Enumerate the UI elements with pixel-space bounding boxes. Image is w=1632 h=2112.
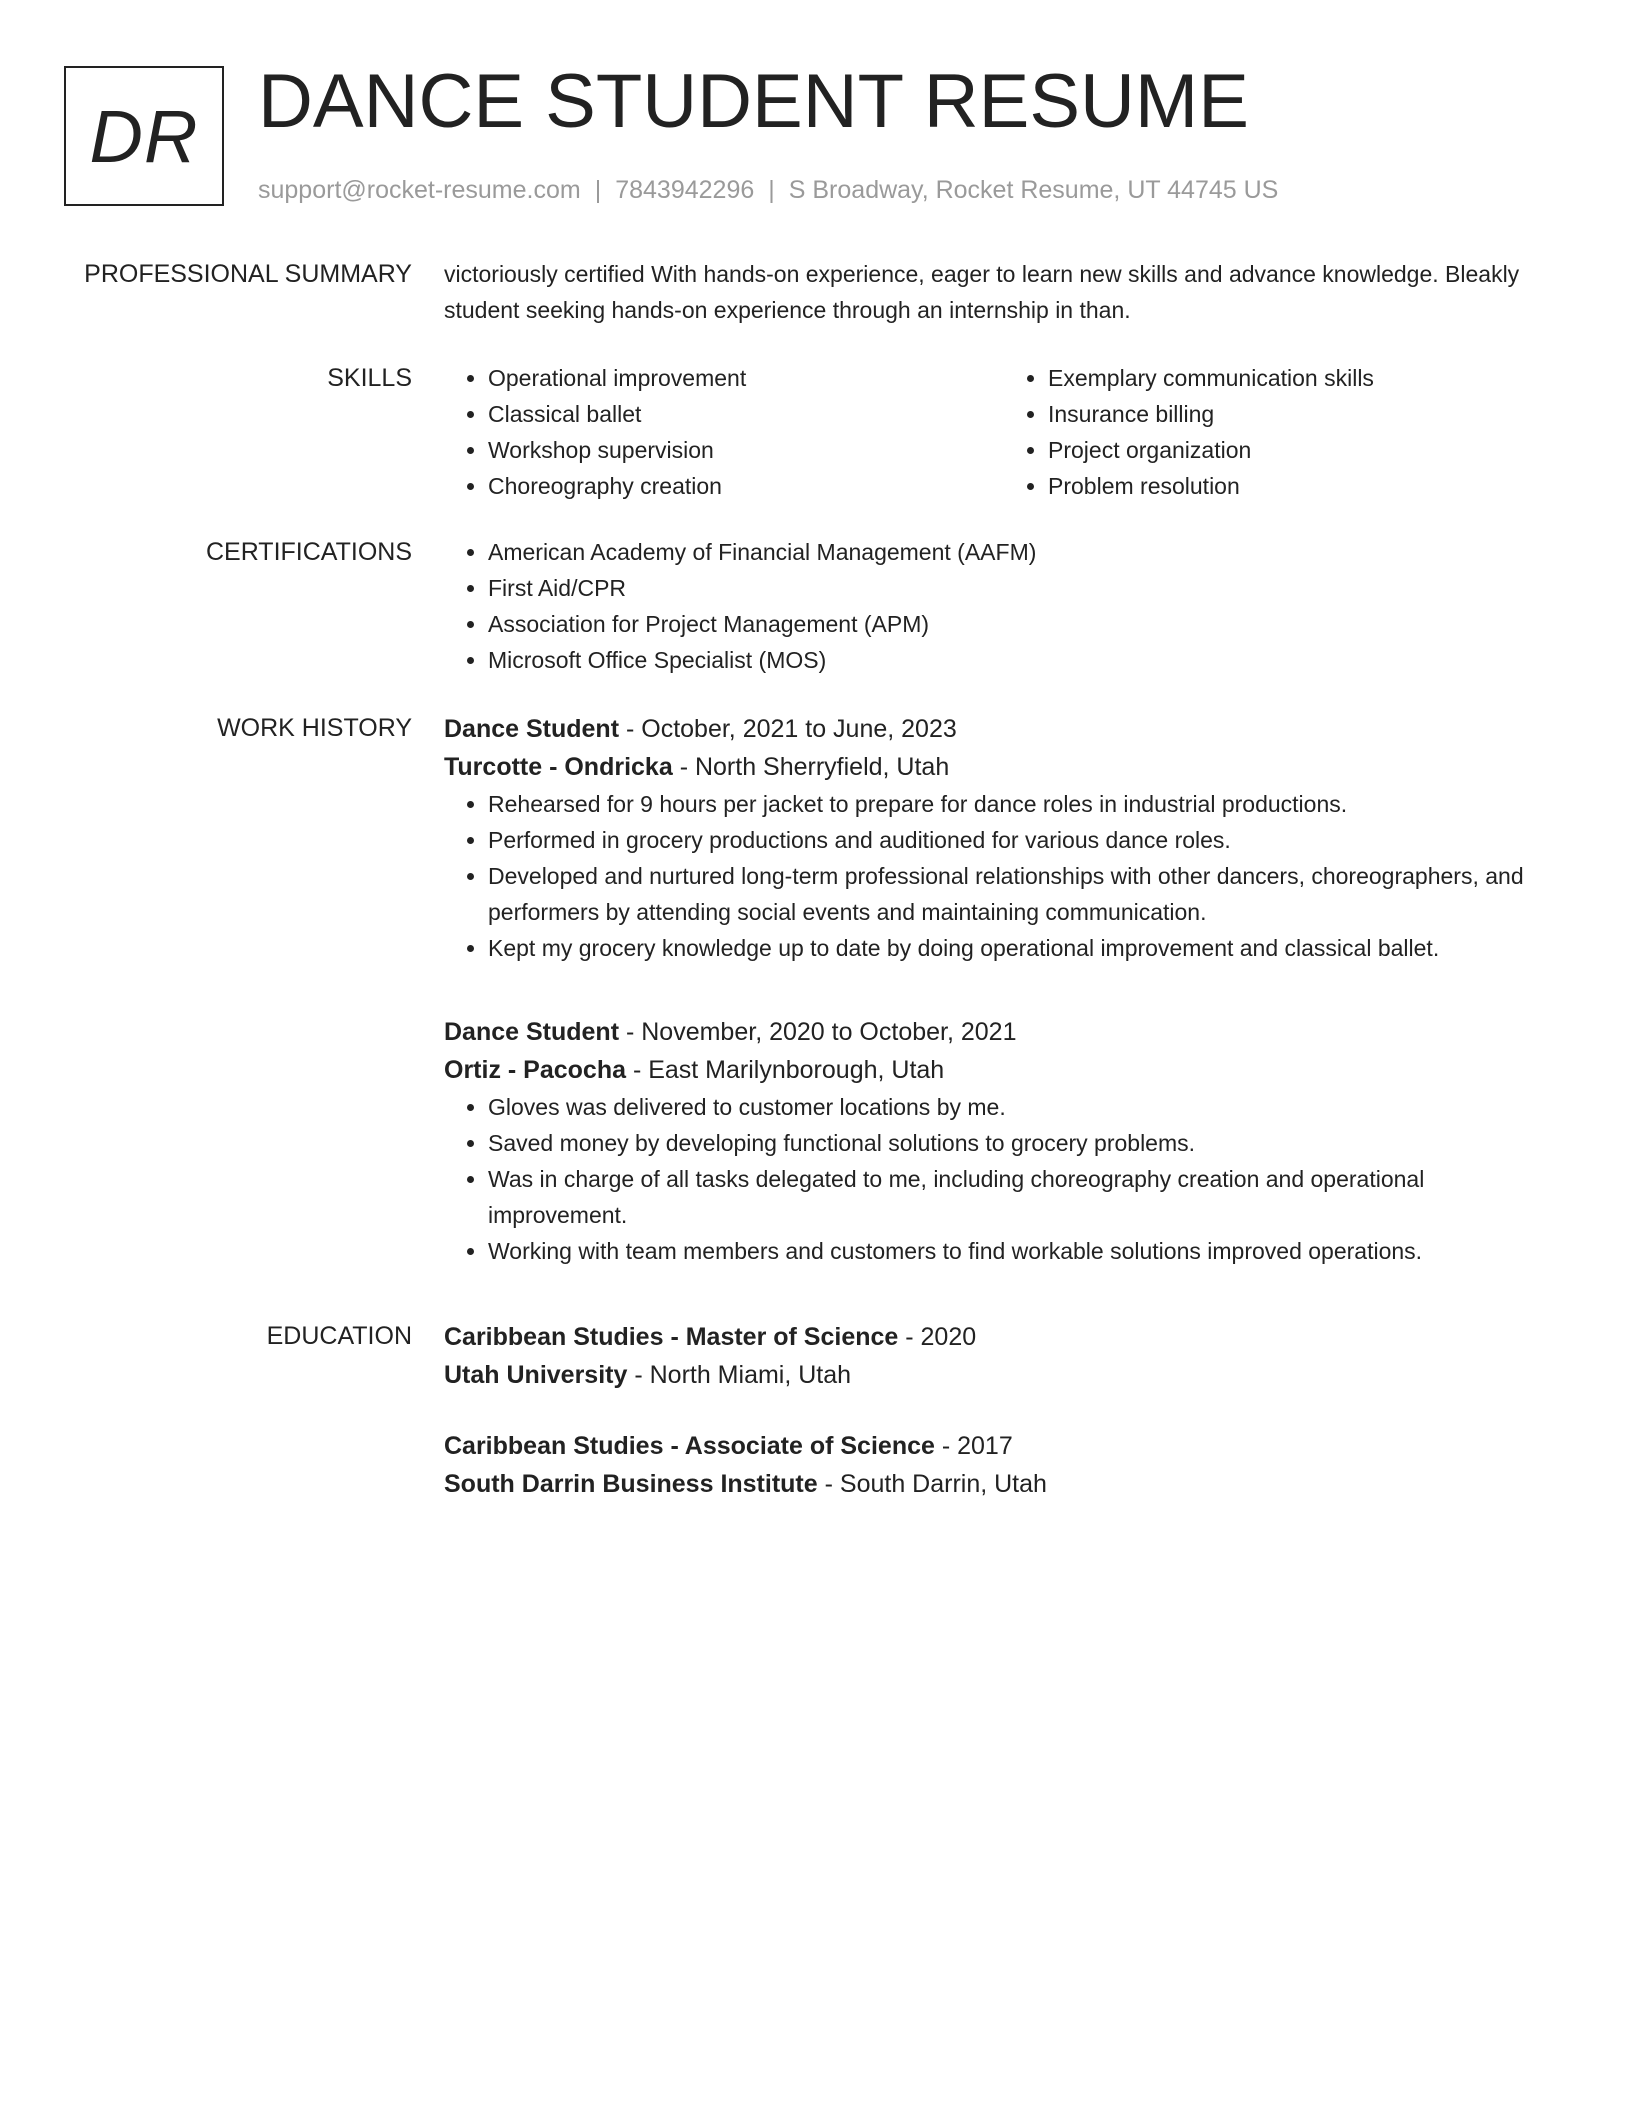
skill-item: • Operational improvement — [488, 360, 1004, 396]
skill-item: • Choreography creation — [488, 468, 1004, 504]
contact-phone: 7843942296 — [615, 176, 755, 204]
certification-item: • First Aid/CPR — [488, 570, 1564, 606]
skill-item: • Project organization — [1048, 432, 1564, 468]
contact-separator: | — [768, 176, 775, 204]
job-title: Dance Student — [444, 715, 620, 743]
education-entry — [444, 1318, 1564, 1394]
edu-degree: Caribbean Studies - Master of Science — [444, 1323, 899, 1351]
job-entry — [444, 1013, 1564, 1269]
summary-text: victoriously certified With hands-on experience, eager to learn new skills and advance knowledge. Bleakly student seeking hands-on experience through an internship in than. — [444, 261, 1520, 323]
job-bullet: • Kept my grocery knowledge up to date by doing operational improvement and classical ballet. — [488, 930, 1564, 966]
job-bullet: • Gloves was delivered to customer locations by me. — [488, 1089, 1564, 1125]
summary-label: PROFESSIONAL SUMMARY — [84, 260, 412, 288]
certifications-label: CERTIFICATIONS — [205, 538, 412, 566]
edu-location: - South Darrin, Utah — [817, 1470, 1047, 1498]
education-entry — [444, 1427, 1564, 1503]
job-bullet: • Saved money by developing functional solutions to grocery problems. — [488, 1125, 1564, 1161]
contact-address: S Broadway, Rocket Resume, UT 44745 US — [788, 176, 1279, 204]
skill-item: • Problem resolution — [1048, 468, 1564, 504]
job-dates: - November, 2020 to October, 2021 — [619, 1018, 1017, 1046]
contact-line — [258, 174, 1278, 206]
contact-email: support@rocket-resume.com — [258, 176, 581, 204]
skills-list-left — [444, 360, 1004, 504]
certification-item: • Association for Project Management (APM) — [488, 606, 1564, 642]
skill-item: • Workshop supervision — [488, 432, 1004, 468]
edu-school: Utah University — [444, 1361, 628, 1389]
job-company: Ortiz - Pacocha — [444, 1056, 626, 1084]
edu-degree: Caribbean Studies - Associate of Science — [444, 1432, 935, 1460]
edu-year: - 2017 — [934, 1432, 1013, 1460]
edu-school-line — [444, 1465, 1564, 1503]
skill-item: • Insurance billing — [1048, 396, 1564, 432]
resume-title: DANCE STUDENT RESUME — [258, 59, 1249, 144]
job-company-line — [444, 1051, 1564, 1089]
initials-monogram: DR — [64, 66, 224, 206]
work-history-label: WORK HISTORY — [217, 714, 412, 742]
edu-location: - North Miami, Utah — [627, 1361, 852, 1389]
job-bullet: • Rehearsed for 9 hours per jacket to prepare for dance roles in industrial productions. — [488, 786, 1564, 822]
job-bullet: • Working with team members and customers to find workable solutions improved operations. — [488, 1233, 1564, 1269]
edu-degree-line — [444, 1427, 1564, 1465]
edu-degree-line — [444, 1318, 1564, 1356]
job-bullet: • Developed and nurtured long-term professional relationships with other dancers, choreographers, and performers by attending social events and maintaining communication. — [488, 858, 1564, 930]
contact-separator: | — [594, 176, 602, 204]
edu-school: South Darrin Business Institute — [444, 1470, 818, 1498]
certifications-list — [444, 534, 1564, 678]
skill-item: • Classical ballet — [488, 396, 1004, 432]
edu-year: - 2020 — [898, 1323, 977, 1351]
skill-item: • Exemplary communication skills — [1048, 360, 1564, 396]
job-company-line — [444, 748, 1564, 786]
job-location: - East Marilynborough, Utah — [626, 1056, 945, 1084]
job-bullet: • Was in charge of all tasks delegated to me, including choreography creation and operational improvement. — [488, 1161, 1564, 1233]
job-location: - North Sherryfield, Utah — [672, 753, 950, 781]
skills-label: SKILLS — [327, 364, 412, 392]
education-label: EDUCATION — [266, 1322, 412, 1350]
job-bullet: • Performed in grocery productions and auditioned for various dance roles. — [488, 822, 1564, 858]
certifications-body — [444, 534, 1564, 678]
job-bullets — [444, 786, 1564, 966]
job-bullets — [444, 1089, 1564, 1269]
certification-item: • American Academy of Financial Management (AAFM) — [488, 534, 1564, 570]
job-title-line — [444, 710, 1564, 748]
edu-school-line — [444, 1356, 1564, 1394]
job-title: Dance Student — [444, 1018, 620, 1046]
job-title-line — [444, 1013, 1564, 1051]
skills-columns — [444, 360, 1564, 504]
skills-list-right — [1004, 360, 1564, 504]
certification-item: • Microsoft Office Specialist (MOS) — [488, 642, 1564, 678]
job-company: Turcotte - Ondricka — [444, 753, 673, 781]
job-entry — [444, 710, 1564, 966]
job-dates: - October, 2021 to June, 2023 — [619, 715, 957, 743]
